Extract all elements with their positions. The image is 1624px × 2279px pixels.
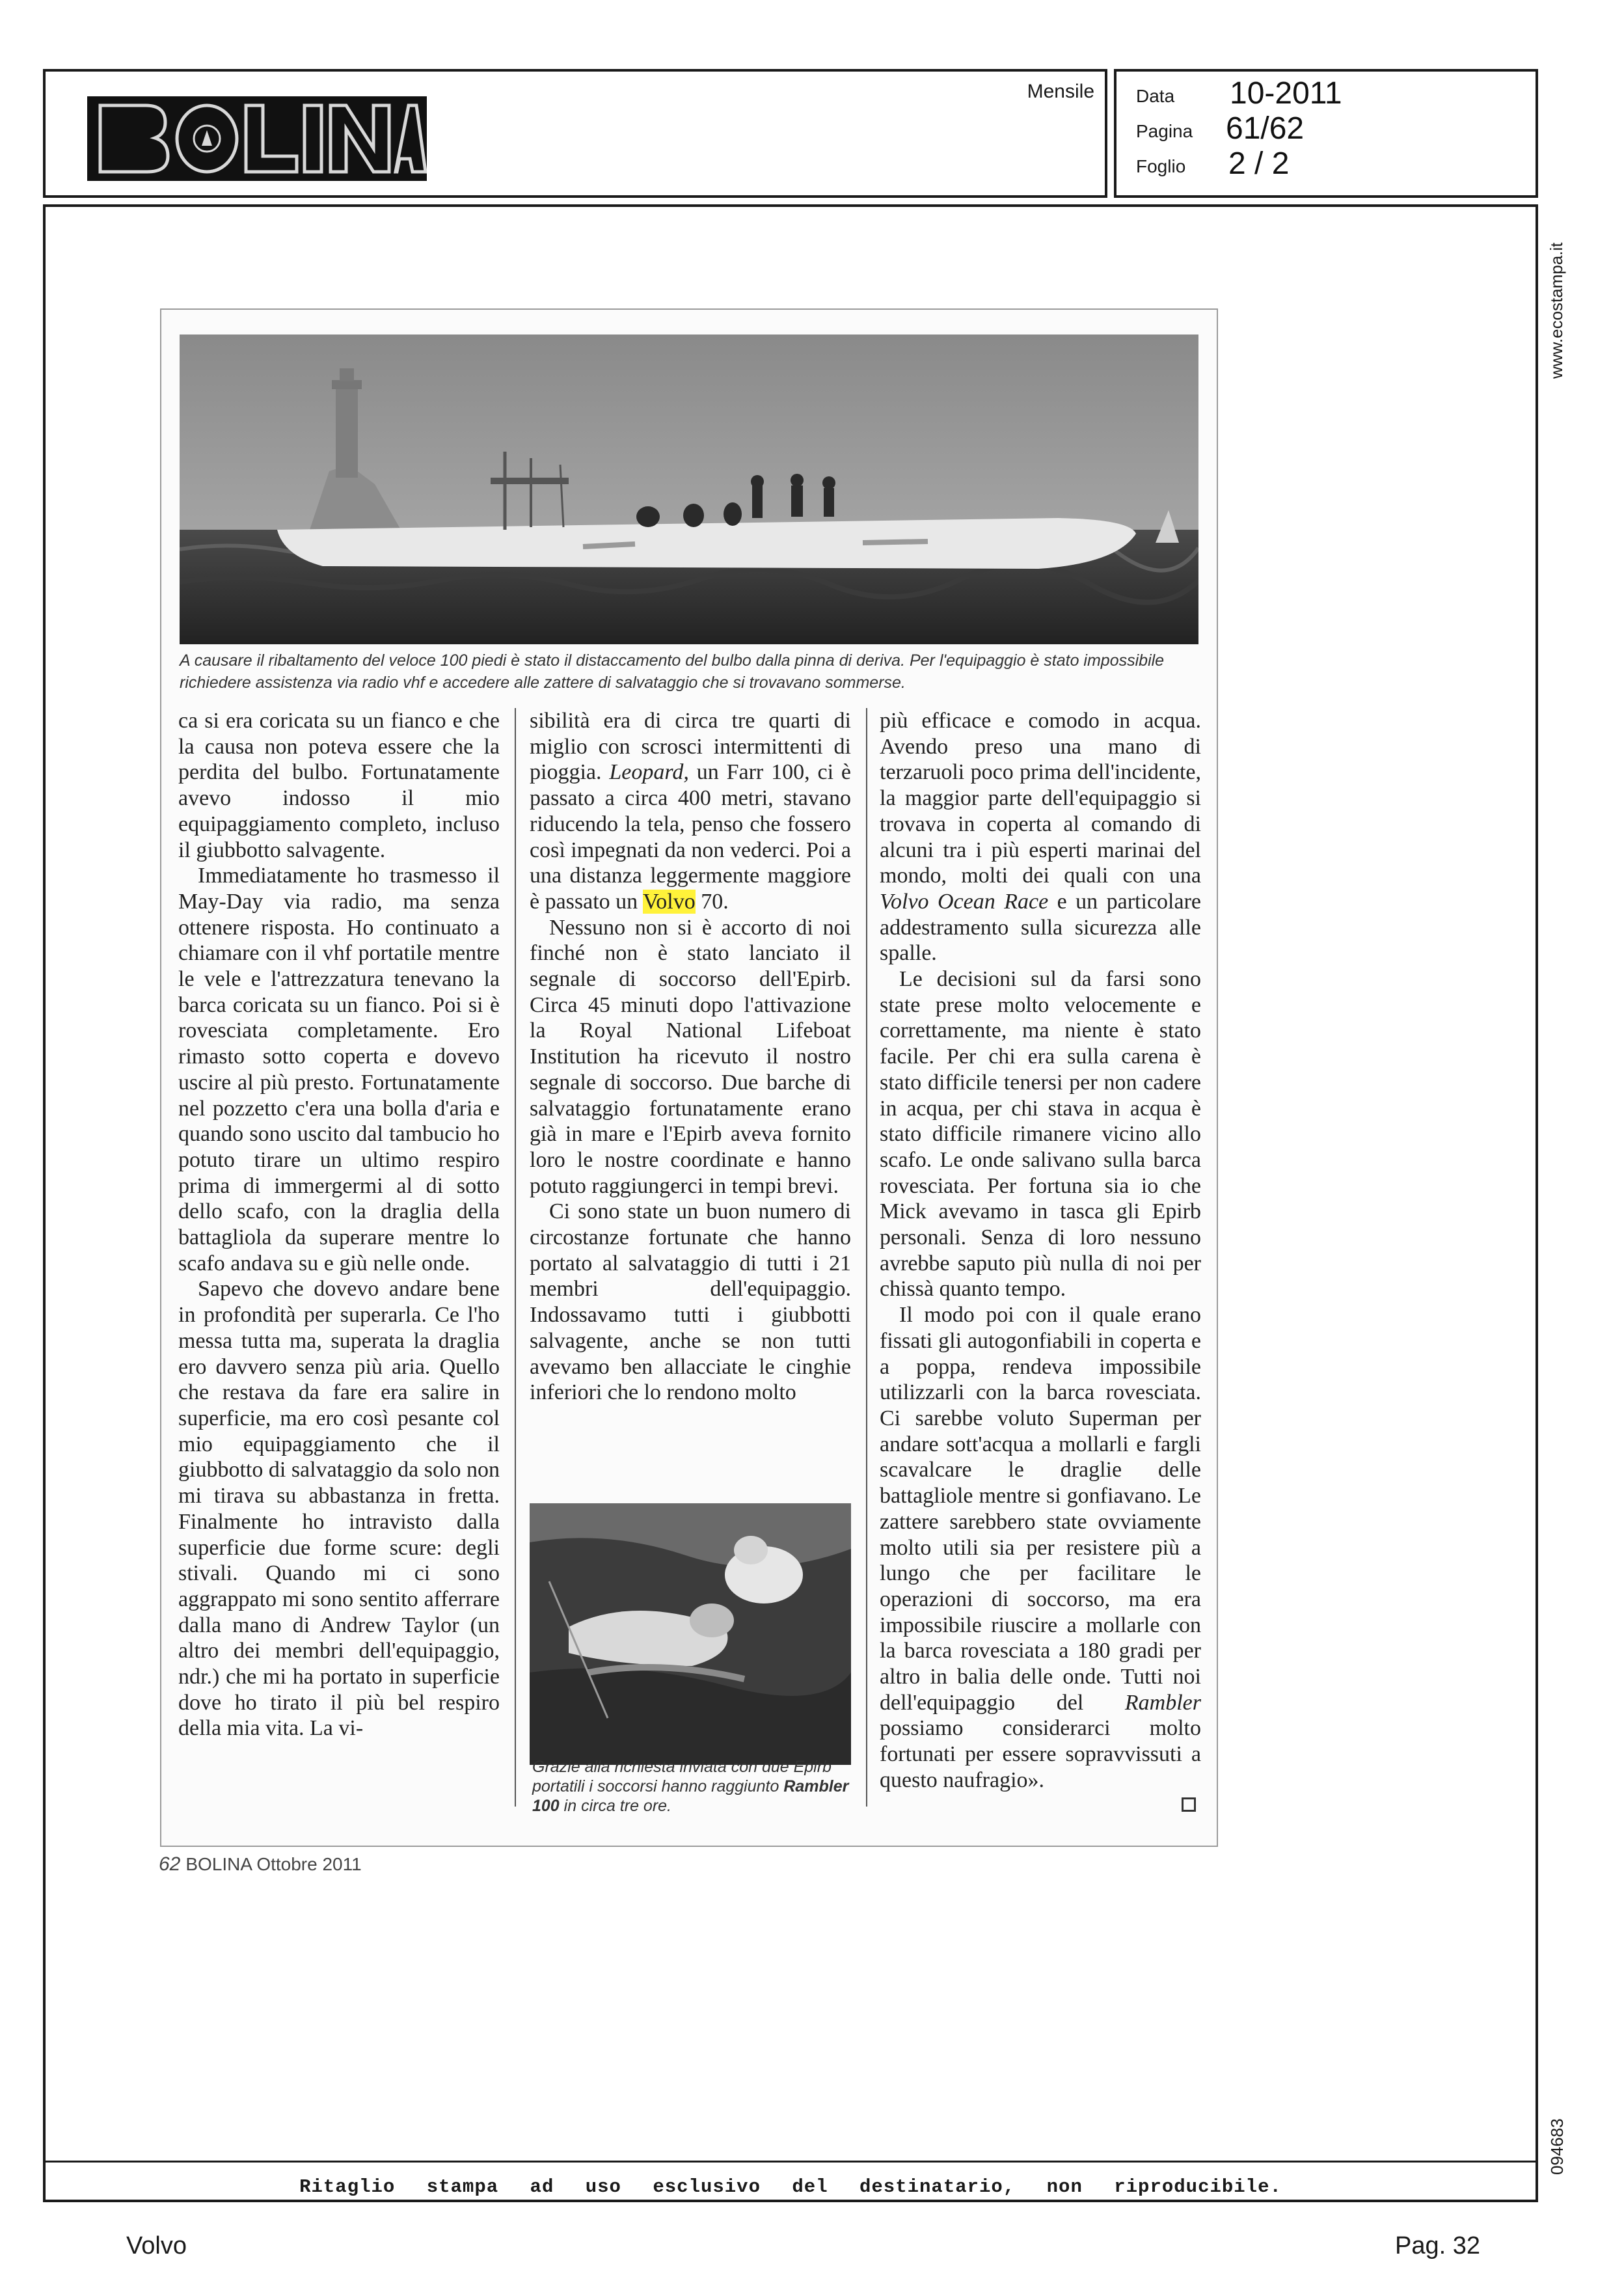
- paragraph: Ci sono state un buon numero di circostanze fortunate che hanno portato al salvataggio di tutti i 21 membri dell'equipaggio. Indossavamo tutti i giubbotti salvagente, anche se non tutti avevamo ben allacciate le cinghie inferiori che lo rendono molto: [530, 1199, 851, 1405]
- frame-divider: [46, 2161, 1536, 2163]
- end-of-article-icon: [1182, 1797, 1196, 1812]
- article-column-1: [178, 708, 500, 1741]
- bolina-logo: [87, 96, 427, 181]
- paragraph: Sapevo che dovevo andare bene in profondità per superarla. Ce l'ho messa tutta ma, superata la draglia ero davvero senza più aria. Quello che restava da fare era salire in superficie, ma ero così pesante col mio equipaggiamento che il giubbotto di salvataggio da solo non mi tirava su abbastanza in fretta. Finalmente ho intravisto dalla superficie due forme scure: degli stivali. Quando mi ci sono aggrappato mi sono sentito afferrare dalla mano di Andrew Taylor (un altro dei membri dell'equipaggio, ndr.) che mi ha portato in superficie dove ho tirato il più bel respiro della mia vita. La vi-: [178, 1277, 500, 1741]
- footer-keyword: Volvo: [126, 2232, 187, 2259]
- paragraph: ca si era coricata su un fianco e che la causa non poteva essere che la perdita del bulbo. Fortunatamente avevo indosso il mio equipaggiamento completo, incluso il giubbotto salvagente.: [178, 709, 500, 862]
- photo-caption-top: A causare il ribaltamento del veloce 100 piedi è stato il distaccamento del bulbo dalla pinna di deriva. Per l'equipaggio è stato impossibile richiedere assistenza via radio vhf e accedere alle zattere di salvataggio che si trovavano sommerse.: [180, 651, 1165, 692]
- paragraph: sibilità era di circa tre quarti di miglio con scrosci intermittenti di pioggia. Leopard, un Farr 100, ci è passato a circa 400 metri, stavano riducendo la tela, penso che fossero così impegnati da non vederci. Poi a una distanza leggermente maggiore è passato un Volvo 70.: [530, 709, 851, 914]
- magazine-folio: 62 BOLINA Ottobre 2011: [159, 1853, 362, 1875]
- foglio-value: 2 / 2: [1228, 146, 1290, 181]
- rescue-photo: [530, 1503, 851, 1765]
- data-label: Data: [1136, 86, 1175, 106]
- paragraph: più efficace e comodo in acqua. Avendo preso una mano di terzaruoli poco prima dell'incidente, la maggior parte dell'equipaggio si trovava in coperta al comando di alcuni tra i più esperti marinai del mondo, molti dei quali con una Volvo Ocean Race e un particolare addestramento sulla sicurezza alle spalle.: [880, 709, 1201, 966]
- periodicity: Mensile: [1027, 81, 1094, 102]
- side-code: 094683: [1547, 2118, 1567, 2175]
- column-divider: [866, 708, 867, 1807]
- paragraph: Il modo poi con il quale erano fissati gli autogonfiabili in coperta e a poppa, rendeva impossibile utilizzarli con la barca rovesciata. Ci sarebbe voluto Superman per andare sott'acqua a mollarli e fargli scavalcare le draglie delle battagliole mentre si gonfiavano. Le zattere sarebbero state ovviamente molto utili sia per resistere più a lungo che per facilitare le operazioni di soccorso, ma era impossibile riuscire a mollarle con la barca rovesciata a 180 gradi per altro in balia delle onde. Tutti noi dell'equipaggio del Rambler possiamo considerarci molto fortunati per essere sopravvissuti a questo naufragio».: [880, 1303, 1201, 1792]
- photo-caption-inset: Grazie alla richiesta inviata con due Epirb portatili i soccorsi hanno raggiunto Rambler 100 in circa tre ore.: [532, 1758, 849, 1815]
- side-url: www.ecostampa.it: [1547, 242, 1566, 379]
- paragraph: Nessuno non si è accorto di noi finché non è stato lanciato il segnale di soccorso dell'Epirb. Circa 45 minuti dopo l'attivazione la Royal National Lifeboat Institution ha ricevuto il nostro segnale di soccorso. Due barche di salvataggio fortunatamente erano già in mare e l'Epirb aveva fornito loro le nostre coordinate e hanno potuto raggiungerci in tempi brevi.: [530, 915, 851, 1198]
- capsized-boat-photo: [180, 334, 1198, 644]
- data-value: 10-2011: [1230, 76, 1342, 111]
- column-divider: [515, 708, 516, 1807]
- foglio-label: Foglio: [1136, 156, 1186, 176]
- footer-page-number: Pag. 32: [1395, 2232, 1480, 2259]
- paragraph: Le decisioni sul da farsi sono state prese molto velocemente e correttamente, ma niente è stato facile. Per chi era sulla carena è stato difficile tenersi per non cadere in acqua, per chi stava in acqua è stato difficile rimanere vicino allo scafo. Le onde salivano sulla barca rovesciata. Per fortuna sia io che Mick avevamo in tasca gli Epirb personali. Senza di loro nessuno avrebbe saputo più nulla di noi per chissà quanto tempo.: [880, 967, 1201, 1302]
- header-meta-box: [1114, 69, 1538, 198]
- disclaimer: Ritaglio stampa ad uso esclusivo del destinatario, non riproducibile.: [299, 2176, 1282, 2198]
- highlighted-keyword: Volvo: [643, 889, 696, 914]
- article-column-2: [530, 708, 851, 1406]
- article-clipping: [160, 308, 1218, 1847]
- paragraph: Immediatamente ho trasmesso il May-Day via radio, ma senza ottenere risposta. Ho continuato a chiamare con il vhf portatile mentre le vele e l'attrezzatura tenevano la barca coricata su un fianco. Poi si è rovesciata completamente. Ero rimasto sotto coperta e dovevo uscire al più presto. Fortunatamente nel pozzetto c'era una bolla d'aria e quando sono uscito dal tambucio ho potuto tirare un ultimo respiro prima di immergermi al di sotto dello scafo, con la draglia della battagliola da superare mentre lo scafo andava su e giù nelle onde.: [178, 864, 500, 1276]
- article-column-3: [880, 708, 1201, 1794]
- pagina-label: Pagina: [1136, 121, 1193, 141]
- header-masthead-box: [43, 69, 1107, 198]
- pagina-value: 61/62: [1226, 111, 1305, 146]
